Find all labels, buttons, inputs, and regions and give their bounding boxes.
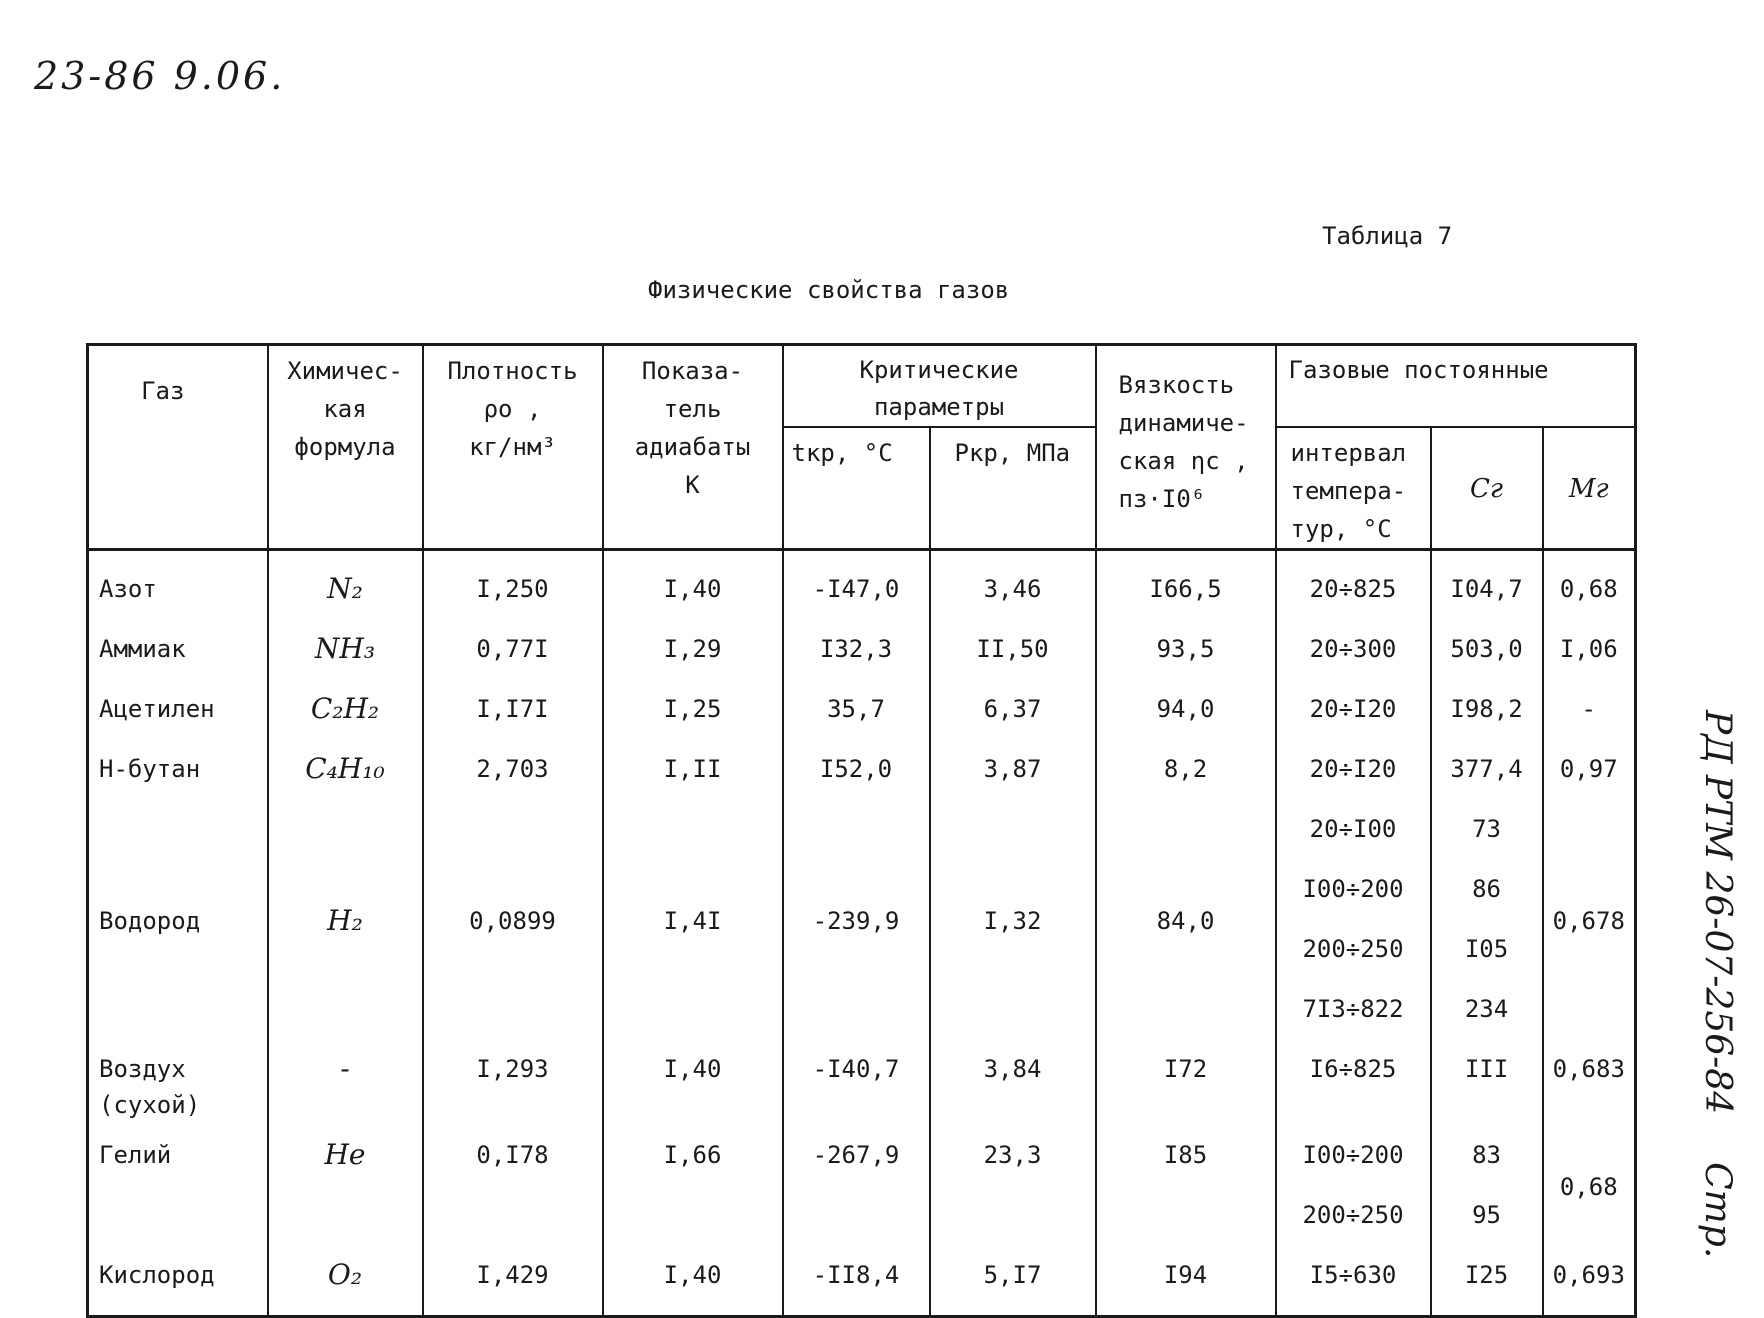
chemical-formula: He (268, 1127, 423, 1247)
critical-pressure: 3,84 (930, 1041, 1096, 1127)
header-formula: Химичес- кая формула (268, 345, 423, 550)
adiabatic-value: I,29 (603, 621, 783, 681)
density-value: I,293 (423, 1041, 603, 1127)
temperature-interval: 20÷I00 (1276, 801, 1431, 861)
gas-properties-table (86, 343, 1637, 1318)
table-title: Физические свойства газов (648, 276, 1010, 304)
temperature-interval: 20÷I20 (1276, 741, 1431, 801)
mr-value: 0,97 (1543, 741, 1636, 801)
critical-temperature: -I47,0 (783, 550, 930, 622)
adiabatic-value: I,40 (603, 1041, 783, 1127)
table-row (88, 550, 1636, 622)
side-margin-note (1697, 710, 1738, 1306)
table-row (88, 1041, 1636, 1127)
cr-value: I05 (1431, 921, 1543, 981)
cr-value: III (1431, 1041, 1543, 1127)
density-value: I,I7I (423, 681, 603, 741)
critical-pressure: 3,87 (930, 741, 1096, 801)
density-value: I,429 (423, 1247, 603, 1317)
mr-value: I,06 (1543, 621, 1636, 681)
gas-name: Ацетилен (88, 681, 268, 741)
critical-temperature: I32,3 (783, 621, 930, 681)
viscosity-value: I72 (1096, 1041, 1276, 1127)
critical-temperature: I52,0 (783, 741, 930, 801)
mr-value: 0,68 (1543, 1127, 1636, 1247)
cr-value: I04,7 (1431, 550, 1543, 622)
cr-value: 503,0 (1431, 621, 1543, 681)
viscosity-value: 8,2 (1096, 741, 1276, 801)
table-row (88, 681, 1636, 741)
document-code: РД РТМ 26-07-256-84 (1697, 710, 1738, 1115)
mr-value: 0,683 (1543, 1041, 1636, 1127)
header-row (88, 345, 1636, 428)
temperature-interval: 200÷250 (1276, 921, 1431, 981)
adiabatic-value: I,66 (603, 1127, 783, 1247)
cr-value: I25 (1431, 1247, 1543, 1317)
gas-name: Гелий (88, 1127, 268, 1247)
chemical-formula: - (268, 1041, 423, 1127)
viscosity-value: 93,5 (1096, 621, 1276, 681)
critical-pressure: 23,3 (930, 1127, 1096, 1247)
header-gas-constants: Газовые постоянные (1276, 345, 1636, 428)
temperature-interval: I00÷200 (1276, 1127, 1431, 1187)
table-row (88, 801, 1636, 861)
cr-value: 73 (1431, 801, 1543, 861)
table-number: Таблица 7 (1322, 222, 1453, 250)
critical-pressure: 6,37 (930, 681, 1096, 741)
critical-pressure: I,32 (930, 801, 1096, 1041)
chemical-formula: H₂ (268, 801, 423, 1041)
density-value: 0,77I (423, 621, 603, 681)
temperature-interval: I6÷825 (1276, 1041, 1431, 1127)
viscosity-value: I94 (1096, 1247, 1276, 1317)
temperature-interval: 7I3÷822 (1276, 981, 1431, 1041)
cr-value: 83 (1431, 1127, 1543, 1187)
critical-temperature: -239,9 (783, 801, 930, 1041)
gas-name: Азот (88, 550, 268, 622)
mr-value: 0,678 (1543, 801, 1636, 1041)
critical-temperature: -II8,4 (783, 1247, 930, 1317)
gas-name: Аммиак (88, 621, 268, 681)
mr-value: 0,693 (1543, 1247, 1636, 1317)
header-cr: Сг (1431, 427, 1543, 550)
critical-temperature: -I40,7 (783, 1041, 930, 1127)
viscosity-value: 84,0 (1096, 801, 1276, 1041)
temperature-interval: 200÷250 (1276, 1187, 1431, 1247)
density-value: 2,703 (423, 741, 603, 801)
mr-value: 0,68 (1543, 550, 1636, 622)
mr-value: - (1543, 681, 1636, 741)
table-row (88, 741, 1636, 801)
critical-temperature: 35,7 (783, 681, 930, 741)
temperature-interval: 20÷825 (1276, 550, 1431, 622)
viscosity-value: I66,5 (1096, 550, 1276, 622)
table-row (88, 1127, 1636, 1187)
page-label: Стр. (1697, 1162, 1738, 1259)
header-temp-interval: интервал темпера- тур, °С (1276, 427, 1431, 550)
header-gas: Газ (88, 345, 268, 550)
density-value: 0,I78 (423, 1127, 603, 1247)
chemical-formula: NH₃ (268, 621, 423, 681)
table-row (88, 1247, 1636, 1317)
gas-name: Водород (88, 801, 268, 1041)
chemical-formula: O₂ (268, 1247, 423, 1317)
critical-pressure: II,50 (930, 621, 1096, 681)
adiabatic-value: I,40 (603, 550, 783, 622)
temperature-interval: 20÷300 (1276, 621, 1431, 681)
chemical-formula: C₂H₂ (268, 681, 423, 741)
critical-pressure: 5,I7 (930, 1247, 1096, 1317)
header-adiabatic: Показа- тель адиабаты К (603, 345, 783, 550)
header-p-cr: Ркр, МПа (930, 427, 1096, 550)
gas-name: Н-бутан (88, 741, 268, 801)
header-mr: Мг (1543, 427, 1636, 550)
handwritten-date: 23-86 9.06. (34, 54, 286, 98)
header-density: Плотность ρo , кг/нм³ (423, 345, 603, 550)
adiabatic-value: I,4I (603, 801, 783, 1041)
header-critical: Критические параметры (783, 345, 1096, 428)
adiabatic-value: I,40 (603, 1247, 783, 1317)
critical-temperature: -267,9 (783, 1127, 930, 1247)
temperature-interval: I00÷200 (1276, 861, 1431, 921)
temperature-interval: 20÷I20 (1276, 681, 1431, 741)
density-value: I,250 (423, 550, 603, 622)
adiabatic-value: I,II (603, 741, 783, 801)
cr-value: I98,2 (1431, 681, 1543, 741)
cr-value: 377,4 (1431, 741, 1543, 801)
adiabatic-value: I,25 (603, 681, 783, 741)
chemical-formula: C₄H₁₀ (268, 741, 423, 801)
temperature-interval: I5÷630 (1276, 1247, 1431, 1317)
viscosity-value: I85 (1096, 1127, 1276, 1247)
cr-value: 95 (1431, 1187, 1543, 1247)
viscosity-value: 94,0 (1096, 681, 1276, 741)
density-value: 0,0899 (423, 801, 603, 1041)
gas-name: Кислород (88, 1247, 268, 1317)
cr-value: 86 (1431, 861, 1543, 921)
table-row (88, 621, 1636, 681)
critical-pressure: 3,46 (930, 550, 1096, 622)
gas-name: Воздух (сухой) (88, 1041, 268, 1127)
header-viscosity: Вязкость динамиче- ская ηс , пз·I0⁶ (1096, 345, 1276, 550)
chemical-formula: N₂ (268, 550, 423, 622)
cr-value: 234 (1431, 981, 1543, 1041)
header-t-cr: tкр, °С (783, 427, 930, 550)
